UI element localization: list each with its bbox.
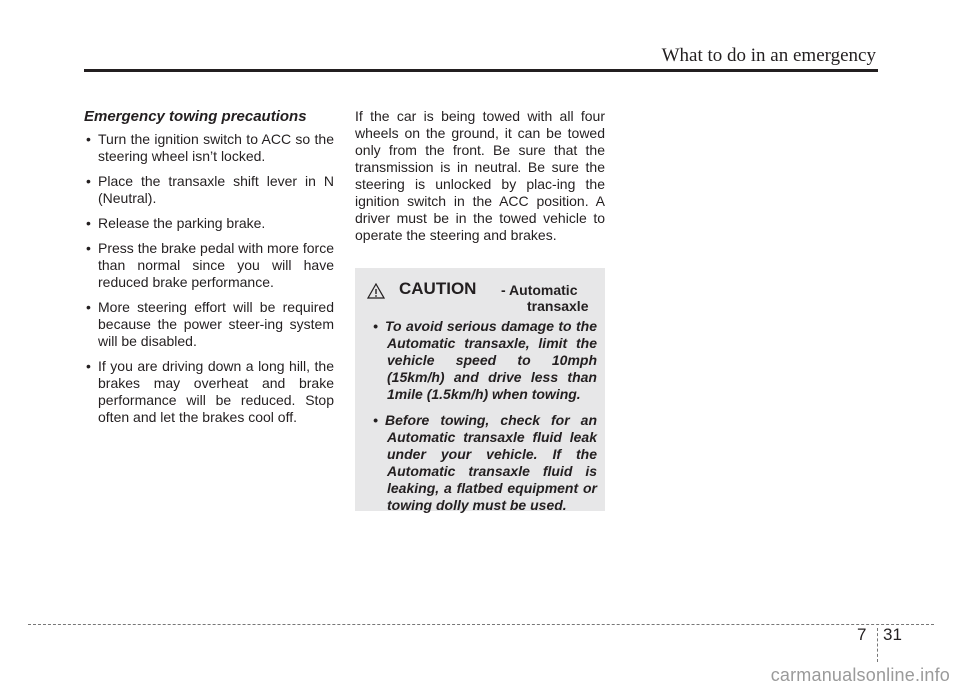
caution-subtitle-line2: transaxle — [527, 298, 589, 314]
right-column — [355, 108, 605, 244]
caution-header — [365, 278, 597, 314]
chapter-number: 7 — [857, 625, 867, 644]
list-item: • More steering effort will be required because the power steer-ing system will be disabled. — [86, 299, 334, 349]
left-column — [84, 108, 334, 434]
page-header-title: What to do in an emergency — [661, 45, 876, 66]
caution-subtitle-line1: - Automatic — [501, 282, 578, 298]
watermark: carmanualsonline.info — [770, 665, 950, 685]
caution-item: • Before towing, check for an Automatic transaxle fluid leak under your vehicle. If the Automatic transaxle fluid is leaking, a flatbed equipment or towing dolly must be used. — [373, 412, 597, 513]
page-number-divider — [877, 628, 878, 662]
caution-item: • To avoid serious damage to the Automatic transaxle, limit the vehicle speed to 10mph (15km/h) and drive less than 1mile (1.5km/h) when towing. — [373, 318, 597, 402]
caution-label: CAUTION — [399, 279, 477, 298]
precaution-list — [84, 131, 334, 426]
warning-triangle-icon — [367, 283, 385, 299]
list-item: • Release the parking brake. — [86, 215, 266, 231]
list-item: • Turn the ignition switch to ACC so the steering wheel isn’t locked. — [86, 131, 334, 164]
list-item: • If you are driving down a long hill, the brakes may overheat and brake performance will be reduced. Stop often and let the brakes cool off. — [86, 358, 334, 425]
list-item: • Press the brake pedal with more force than normal since you will have reduced brake performance. — [86, 240, 334, 290]
towing-paragraph: If the car is being towed with all four wheels on the ground, it can be towed only from the front. Be sure that the transmission is in neutral. Be sure the steering is unlocked by plac-ing the ignition switch in the ACC position. A driver must be in the towed vehicle to operate the steering and brakes. — [355, 108, 605, 243]
caution-subtitle — [501, 282, 601, 314]
footer-rule — [28, 624, 934, 625]
header-rule — [84, 69, 878, 72]
section-heading: Emergency towing precautions — [84, 108, 307, 125]
caution-list — [365, 318, 597, 514]
caution-box — [355, 268, 605, 511]
list-item: • Place the transaxle shift lever in N (Neutral). — [86, 173, 334, 206]
page-number: 31 — [883, 625, 902, 644]
